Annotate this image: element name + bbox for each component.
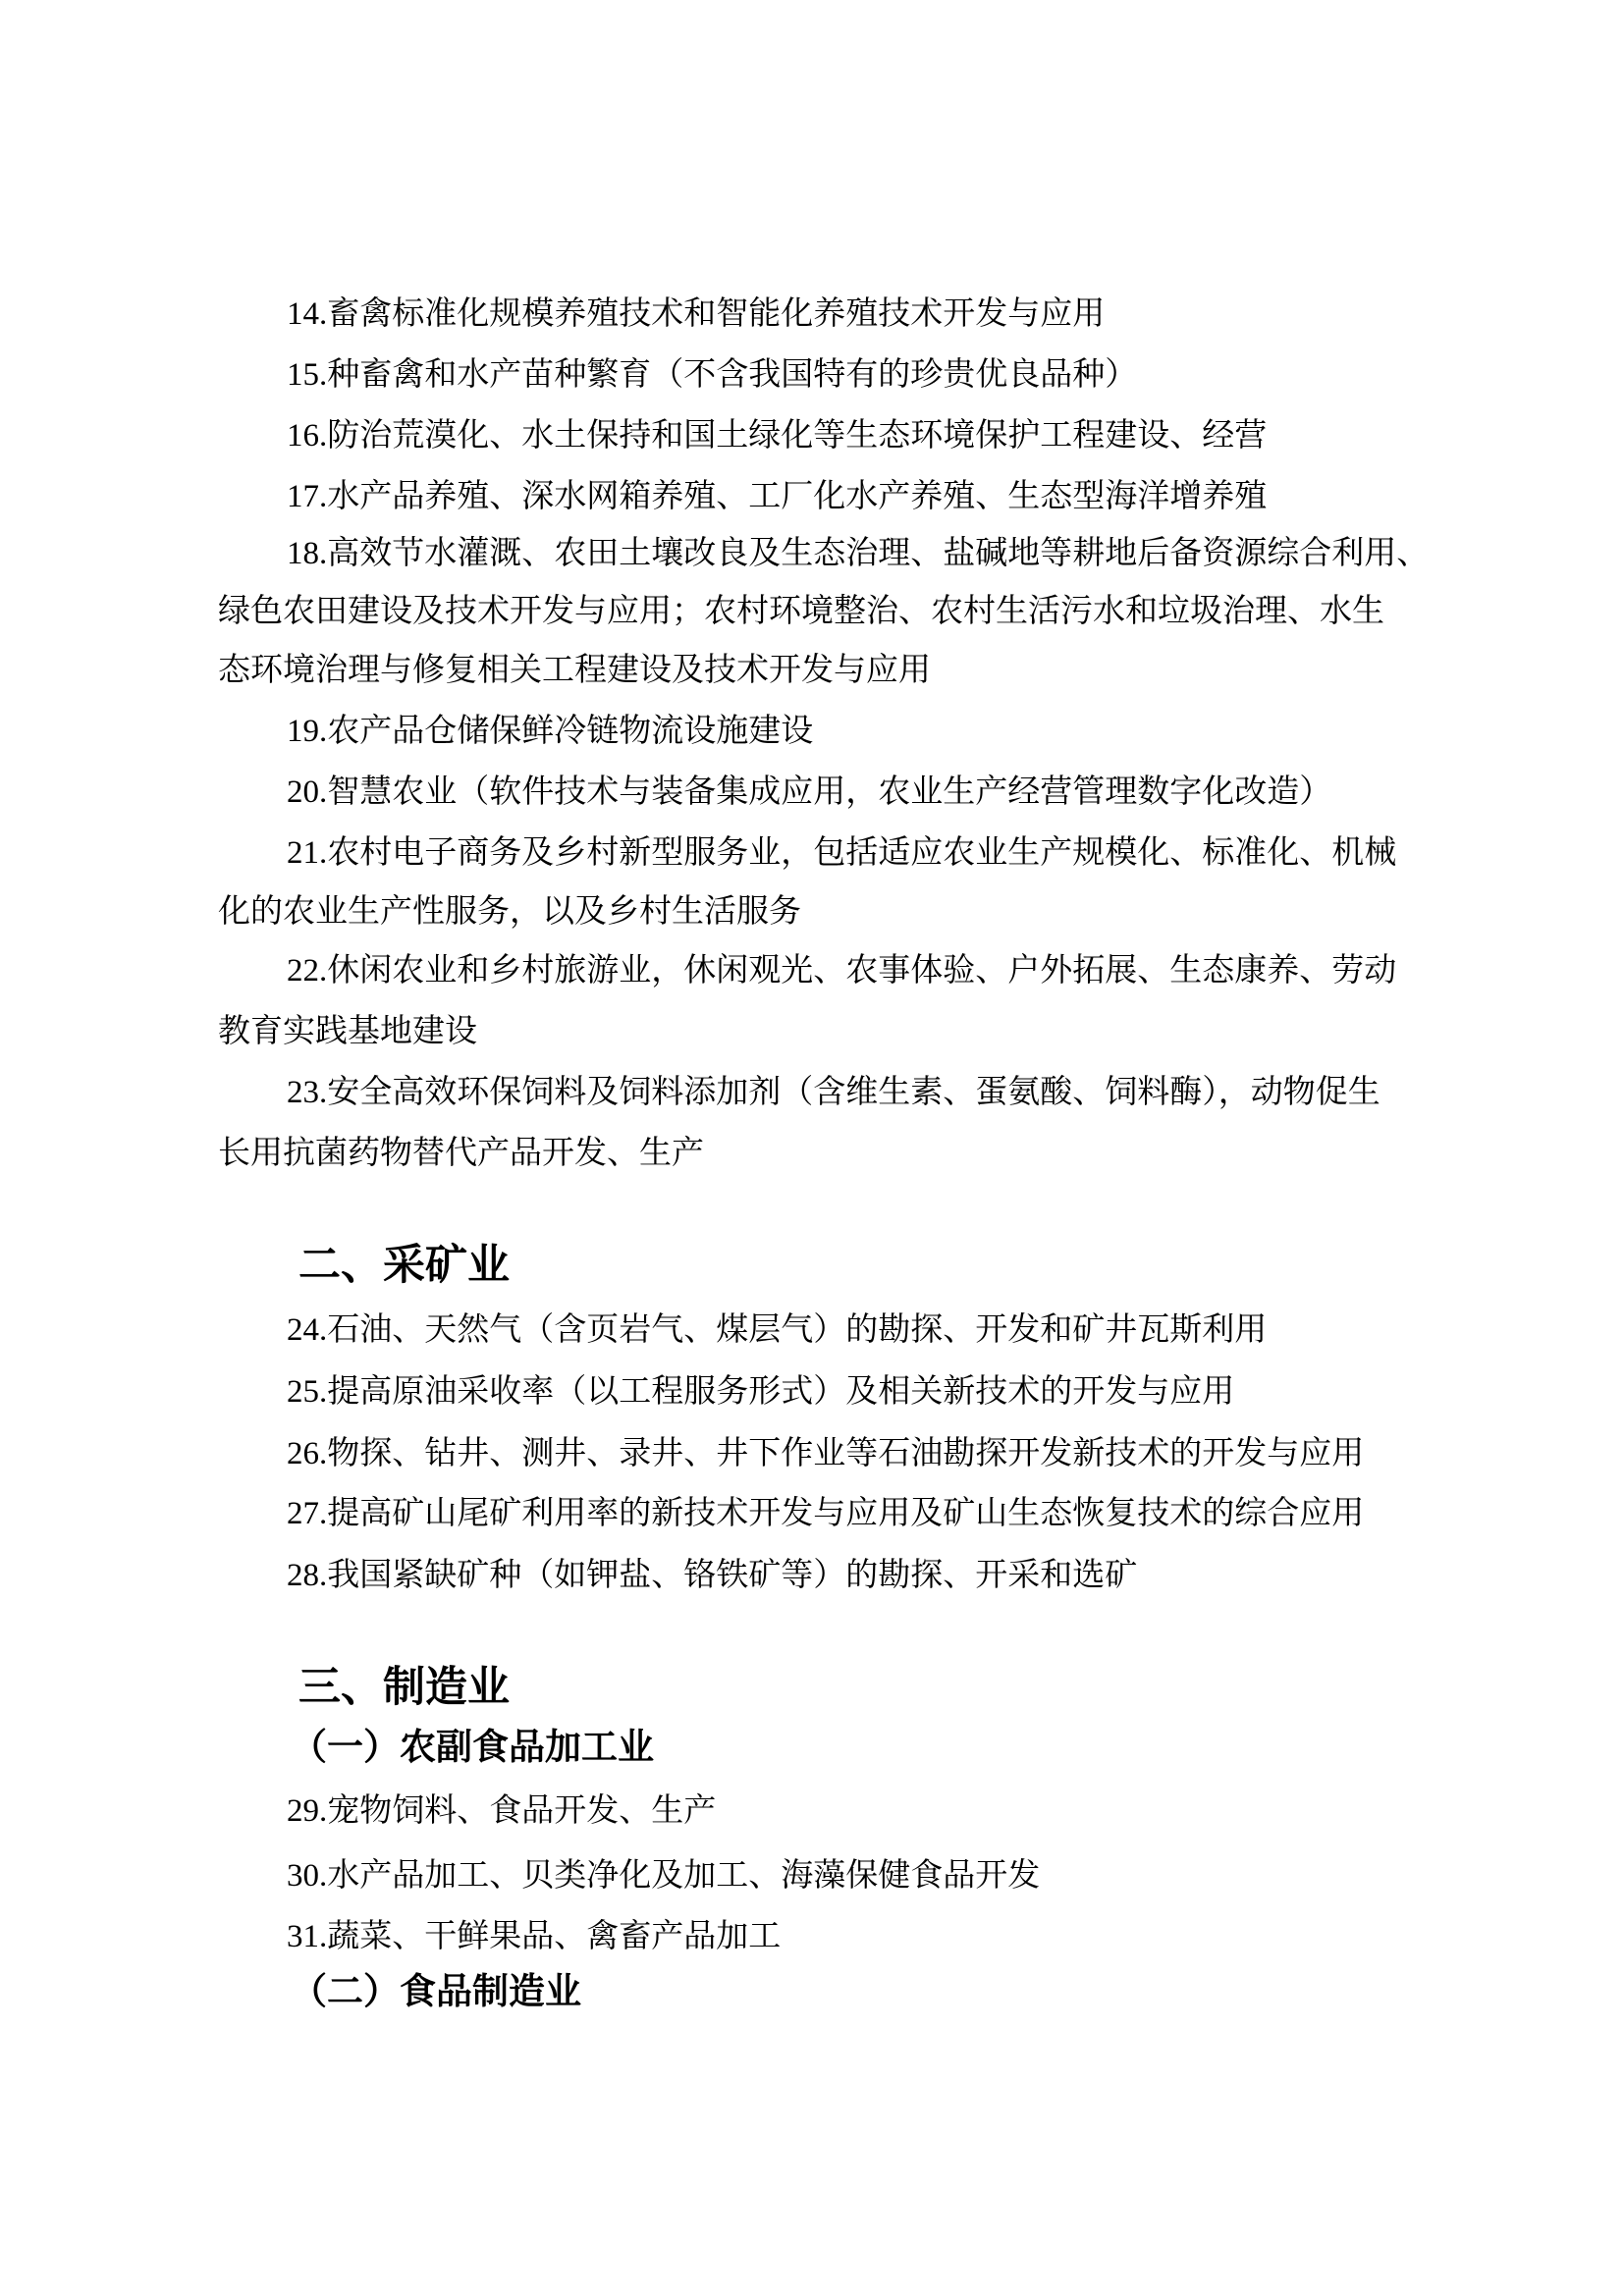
- doc-item-26: 26.物探、钻井、测井、录井、井下作业等石油勘探开发新技术的开发与应用: [287, 1436, 1365, 1471]
- section-heading-manufacturing: 三、制造业: [298, 1664, 510, 1711]
- doc-item-15: 15.种畜禽和水产苗种繁育（不含我国特有的珍贵优良品种）: [287, 357, 1138, 393]
- subsection-heading-agro-food-processing: （一）农副食品加工业: [291, 1727, 654, 1767]
- doc-item-18-continuation-1: 绿色农田建设及技术开发与应用；农村环境整治、农村生活污水和垃圾治理、水生: [218, 594, 1384, 629]
- doc-item-18: 18.高效节水灌溉、农田土壤改良及生态治理、盐碱地等耕地后备资源综合利用、: [287, 536, 1430, 571]
- doc-item-25: 25.提高原油采收率（以工程服务形式）及相关新技术的开发与应用: [287, 1374, 1235, 1410]
- doc-item-23: 23.安全高效环保饲料及饲料添加剂（含维生素、蛋氨酸、饲料酶），动物促生: [287, 1075, 1380, 1110]
- doc-item-14: 14.畜禽标准化规模养殖技术和智能化养殖技术开发与应用: [287, 296, 1106, 332]
- doc-item-18-continuation-2: 态环境治理与修复相关工程建设及技术开发与应用: [218, 653, 931, 688]
- doc-item-27: 27.提高矿山尾矿利用率的新技术开发与应用及矿山生态恢复技术的综合应用: [287, 1496, 1365, 1531]
- doc-item-29: 29.宠物饲料、食品开发、生产: [287, 1793, 717, 1829]
- doc-item-31: 31.蔬菜、干鲜果品、禽畜产品加工: [287, 1919, 782, 1954]
- subsection-heading-food-manufacturing: （二）食品制造业: [291, 1971, 581, 2011]
- doc-item-20: 20.智慧农业（软件技术与装备集成应用，农业生产经营管理数字化改造）: [287, 774, 1332, 810]
- doc-item-23-continuation: 长用抗菌药物替代产品开发、生产: [218, 1136, 704, 1171]
- doc-item-28: 28.我国紧缺矿种（如钾盐、铬铁矿等）的勘探、开采和选矿: [287, 1558, 1138, 1593]
- doc-item-21: 21.农村电子商务及乡村新型服务业，包括适应农业生产规模化、标准化、机械: [287, 835, 1397, 871]
- section-heading-mining: 二、采矿业: [298, 1242, 510, 1289]
- doc-item-21-continuation: 化的农业生产性服务，以及乡村生活服务: [218, 894, 801, 930]
- doc-item-30: 30.水产品加工、贝类净化及加工、海藻保健食品开发: [287, 1858, 1041, 1894]
- doc-item-22-continuation: 教育实践基地建设: [218, 1014, 477, 1049]
- doc-item-16: 16.防治荒漠化、水土保持和国土绿化等生态环境保护工程建设、经营: [287, 418, 1268, 454]
- doc-item-17: 17.水产品养殖、深水网箱养殖、工厂化水产养殖、生态型海洋增养殖: [287, 479, 1268, 514]
- doc-item-22: 22.休闲农业和乡村旅游业，休闲观光、农事体验、户外拓展、生态康养、劳动: [287, 953, 1397, 988]
- doc-item-19: 19.农产品仓储保鲜冷链物流设施建设: [287, 714, 814, 749]
- doc-item-24: 24.石油、天然气（含页岩气、煤层气）的勘探、开发和矿井瓦斯利用: [287, 1312, 1268, 1348]
